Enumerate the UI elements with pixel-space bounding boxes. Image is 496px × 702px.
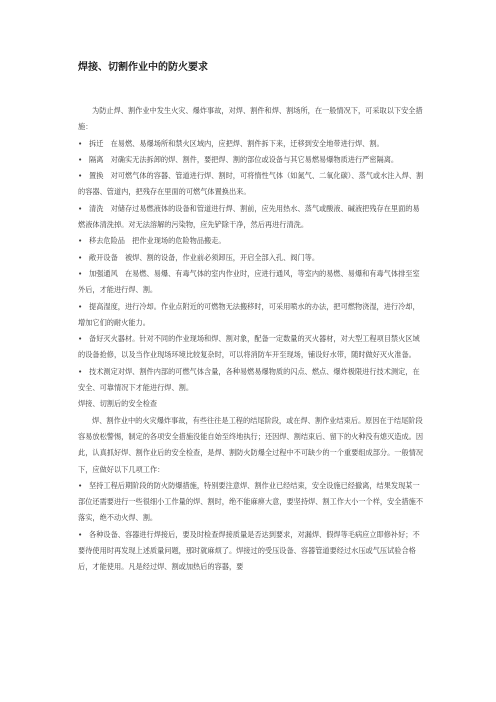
list-item-clean xyxy=(78,201,424,234)
bullet-dot: • xyxy=(78,480,83,490)
list-item-technical-test xyxy=(78,364,424,397)
list-item-text: 备好灭火器材。针对不同的作业现场和焊、割对象，配备一定数量的灭火器材，对大型工程项目禁火区域的设备抢修，以及当作业现场环境比较复杂时，可以将消防车开至现场，铺设好水带，随时做好灭火准备。 xyxy=(78,334,420,360)
bullet-dot: • xyxy=(78,252,83,262)
list-item-text: 清洗 对储存过易燃液体的设备和管道进行焊、割前，应先用热水、蒸气或酸液、碱液把残存在里面的易燃液体清洗掉。对无法溶解的污染物，应先铲除干净，然后再进行清洗。 xyxy=(78,203,420,230)
bullet-dot: • xyxy=(78,334,83,344)
section-heading: 焊接、切割后的安全检查 xyxy=(78,399,158,409)
bullet-dot: • xyxy=(78,154,83,164)
paragraph-post-inspection: 焊、割作业中的火灾爆炸事故，有些往往是工程的结尾阶段，或在焊、割作业结束后。原因在于结尾阶段容易放松警惕，制定的各项安全措施没能自始至终地执行；还因焊、割结束后、留下的火种没有熄灭造成。因此，认真抓好焊、割作业后的安全检查，是焊、割防火防爆全过程中不可缺少的一个重要组成部分。一般情况下，应做好以下几项工作： xyxy=(78,415,424,474)
list-item-isolate xyxy=(78,152,424,168)
list-item-late-stage xyxy=(78,478,424,527)
bullet-dot: • xyxy=(78,203,83,213)
bullet-dot: • xyxy=(78,268,83,278)
list-item-text: 敞开设备 被焊、割的设备，作业前必须卸压，开启全部入孔、阀门等。 xyxy=(89,252,320,262)
bullet-dot: • xyxy=(78,301,83,311)
bullet-dot: • xyxy=(78,138,83,148)
list-item-quality-check xyxy=(78,527,424,576)
list-item-cooling xyxy=(78,299,424,332)
document-body xyxy=(78,103,424,576)
list-item-text: 提高湿度，进行冷却。作业点附近的可燃物无法搬移时，可采用喷水的办法，把可燃物浇湿，进行冷却，增加它们的耐火能力。 xyxy=(78,301,420,327)
bullet-dot: • xyxy=(78,171,83,181)
list-item-ventilation xyxy=(78,266,424,299)
list-item-text: 坚持工程后期阶段的防火防爆措施，特别要注意焊、割作业已经结束，安全设施已经撤离，结果发现某一部位还需要进行一些很细小工作量的焊、割时，绝不能麻痹大意，要坚持焊、割工作大小一个样，安全措施不落实，绝不动火焊、割。 xyxy=(78,480,424,523)
list-item-replace xyxy=(78,168,424,201)
bullet-dot: • xyxy=(78,366,83,376)
page-title: 焊接、切割作业中的防火要求 xyxy=(78,62,208,73)
list-item-text: 置换 对可燃气体的容器、管道进行焊、割时，可将惰性气体（如氮气、二氧化碳）、蒸气或水注入焊、割的容器、管道内，把残存在里面的可燃气体置换出来。 xyxy=(78,171,424,197)
list-item-text: 移去危险品 把作业现场的危险物品搬走。 xyxy=(89,236,226,246)
list-item-extinguishers xyxy=(78,331,424,364)
list-item-text: 加强通风 在易燃、易爆、有毒气体的室内作业时，应进行通风，等室内的易燃、易爆和有毒气体排至室外后，才能进行焊、割。 xyxy=(78,268,420,295)
list-item-text: 隔离 对确实无法拆卸的焊、割件，要把焊、割的部位或设备与其它易燃易爆物质进行严密隔离。 xyxy=(89,154,399,164)
list-item-text: 拆迁 在易燃、易爆场所和禁火区域内，应把焊、割件拆下来，迁移到安全地带进行焊、割。 xyxy=(89,138,384,148)
bullet-dot: • xyxy=(78,236,83,246)
list-item-text: 各种设备、容器进行焊接后，要及时检查焊接质量是否达到要求，对漏焊、假焊等毛病应立即修补好；不要待使用时再发现上述质量问题，那时就麻烦了。焊接过的受压设备、容器管道要经过水压或气压试验合格后，才能使用。凡是经过焊、割或加热后的容器，要 xyxy=(78,529,420,572)
list-item-open-equipment xyxy=(78,250,424,266)
list-item-remove-hazards xyxy=(78,233,424,249)
list-item-dismantle xyxy=(78,136,424,152)
paragraph-intro: 为防止焊、割作业中发生火灾、爆炸事故，对焊、割件和焊、割场所，在一般情况下，可采取以下安全措施： xyxy=(78,106,423,132)
bullet-dot: • xyxy=(78,529,83,539)
list-item-text: 技术测定对焊、割件内部的可燃气体含量，各种易燃易爆物质的闪点、燃点、爆炸极限进行技术测定，在安全、可靠情况下才能进行焊、割。 xyxy=(78,366,420,393)
